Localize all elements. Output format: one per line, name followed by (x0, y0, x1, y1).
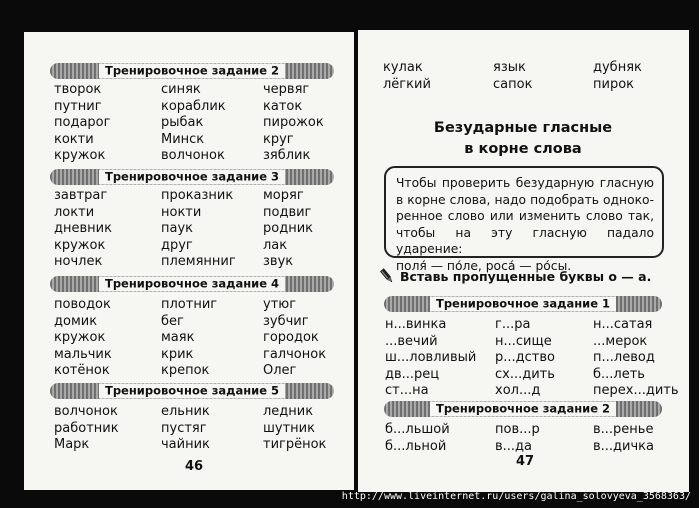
word: плотниг (161, 297, 218, 312)
word: б...льной (385, 438, 447, 454)
section-banner-task-4 (50, 276, 334, 292)
section-title: Тренировочное задание 3 (99, 170, 285, 185)
word-grid-continued (383, 60, 673, 93)
word: Марк (54, 437, 90, 452)
word: ш...ловливый (385, 350, 477, 365)
word: сапок (493, 76, 533, 92)
word: моряг (263, 188, 304, 203)
word: каток (263, 98, 303, 114)
word: ...вечий (385, 333, 438, 349)
word: волчонок (54, 404, 118, 419)
word: зяблик (263, 148, 311, 163)
word: родник (263, 221, 313, 236)
word: друг (161, 237, 193, 253)
word: б...леть (593, 366, 645, 382)
word: кораблик (161, 98, 226, 114)
word: галчонок (263, 346, 327, 362)
word: творок (54, 82, 102, 97)
word: путниг (54, 98, 102, 114)
topic-heading-line: Безударные гласные (433, 120, 613, 136)
page-number: 47 (516, 454, 535, 469)
word: котёнок (54, 363, 110, 378)
word: н...винка (385, 317, 447, 332)
rule-box (384, 166, 664, 273)
instruction (378, 267, 651, 285)
word: г...ра (495, 317, 531, 332)
word-grid-task-2 (385, 422, 688, 455)
word: городок (263, 330, 319, 345)
pencil-icon (378, 267, 396, 285)
word: ст...на (385, 383, 429, 398)
topic-heading-line: в корне слова (464, 141, 582, 157)
section-title: Тренировочное задание 4 (99, 277, 285, 292)
section-title: Тренировочное задание 2 (430, 402, 616, 417)
section-banner-task-1 (384, 296, 662, 312)
word: дубняк (593, 60, 642, 75)
word: крик (161, 346, 194, 362)
instruction-text: Вставь пропущенные буквы о — а. (400, 268, 652, 284)
word: ельник (161, 404, 210, 419)
word: зубчиг (263, 313, 309, 329)
word: лёгкий (383, 76, 431, 92)
word: племянниг (161, 254, 236, 269)
word: завтраг (54, 188, 108, 203)
word: нокти (161, 204, 202, 220)
topic-heading (428, 118, 618, 160)
word: Минск (161, 131, 205, 147)
word: Олег (263, 363, 297, 378)
word: лак (263, 237, 288, 253)
word: дв...рец (385, 366, 440, 382)
word: ночлек (54, 254, 103, 269)
word: волчонок (161, 148, 225, 163)
word: кулак (383, 60, 423, 75)
section-banner-task-2 (50, 63, 334, 79)
word-grid-task-3 (54, 188, 353, 271)
word: б...льшой (385, 422, 450, 437)
word: поводок (54, 297, 111, 312)
section-banner-task-2 (384, 401, 662, 417)
word: проказник (161, 188, 234, 203)
word: п...левод (593, 350, 655, 365)
word: ледник (263, 404, 314, 419)
word: тигрёнок (263, 437, 327, 452)
word: пирожок (263, 115, 324, 130)
word: язык (493, 60, 526, 75)
word: в...да (495, 438, 533, 454)
word: пов...р (495, 422, 540, 437)
word: круг (263, 131, 294, 147)
word: ...мерок (593, 333, 648, 349)
word-grid-task-5 (54, 404, 353, 454)
word: локти (54, 204, 95, 220)
word: червяг (263, 82, 310, 97)
word: подвиг (263, 204, 312, 220)
rule-examples: поля́ — по́ле, роса́ — ро́сы. (396, 258, 572, 273)
rule-text: Чтобы проверить безударную гласную в корне слова, надо подобрать однокоренное слово или изменить слово так, чтобы на эту гласную падало ударение: (396, 176, 654, 256)
word: рыбак (161, 115, 204, 130)
section-title: Тренировочное задание 1 (430, 297, 616, 312)
word: мальчик (54, 346, 112, 362)
word: р...дство (495, 350, 555, 365)
word: крепок (161, 363, 210, 378)
word: маяк (161, 330, 195, 345)
word: звук (263, 254, 294, 269)
word: кружок (54, 148, 106, 163)
left-page (24, 32, 354, 490)
word: бег (161, 313, 184, 329)
word: утюг (263, 297, 297, 312)
word: н...сатая (593, 317, 653, 332)
word: паук (161, 221, 194, 236)
word: в...ренье (593, 422, 654, 437)
word: пустяг (161, 420, 207, 436)
section-banner-task-5 (50, 383, 334, 399)
word: кружок (54, 330, 106, 345)
word: перех...дить (593, 383, 679, 398)
word: шутник (263, 420, 315, 436)
word: пирок (593, 76, 635, 92)
word: н...сище (495, 333, 552, 349)
word-grid-task-2 (54, 82, 353, 165)
word-grid-task-1 (385, 317, 688, 400)
word: дневник (54, 221, 112, 236)
word: хол...д (495, 383, 541, 398)
word: синяк (161, 82, 201, 97)
page-number: 46 (185, 459, 204, 474)
watermark-url: http://www.liveinternet.ru/users/galina_solovyeva_3568363/ (341, 491, 691, 502)
word: чайник (161, 437, 210, 452)
section-banner-task-3 (50, 169, 334, 185)
word: в...дичка (593, 438, 654, 454)
word: работник (54, 420, 119, 436)
word: сх...дить (495, 366, 555, 382)
word-grid-task-4 (54, 297, 353, 380)
right-page (358, 30, 689, 492)
section-title: Тренировочное задание 5 (99, 384, 285, 399)
word: домик (54, 313, 98, 329)
word: подарог (54, 115, 111, 130)
word: кружок (54, 237, 106, 253)
word: кокти (54, 131, 94, 147)
section-title: Тренировочное задание 2 (99, 64, 285, 79)
